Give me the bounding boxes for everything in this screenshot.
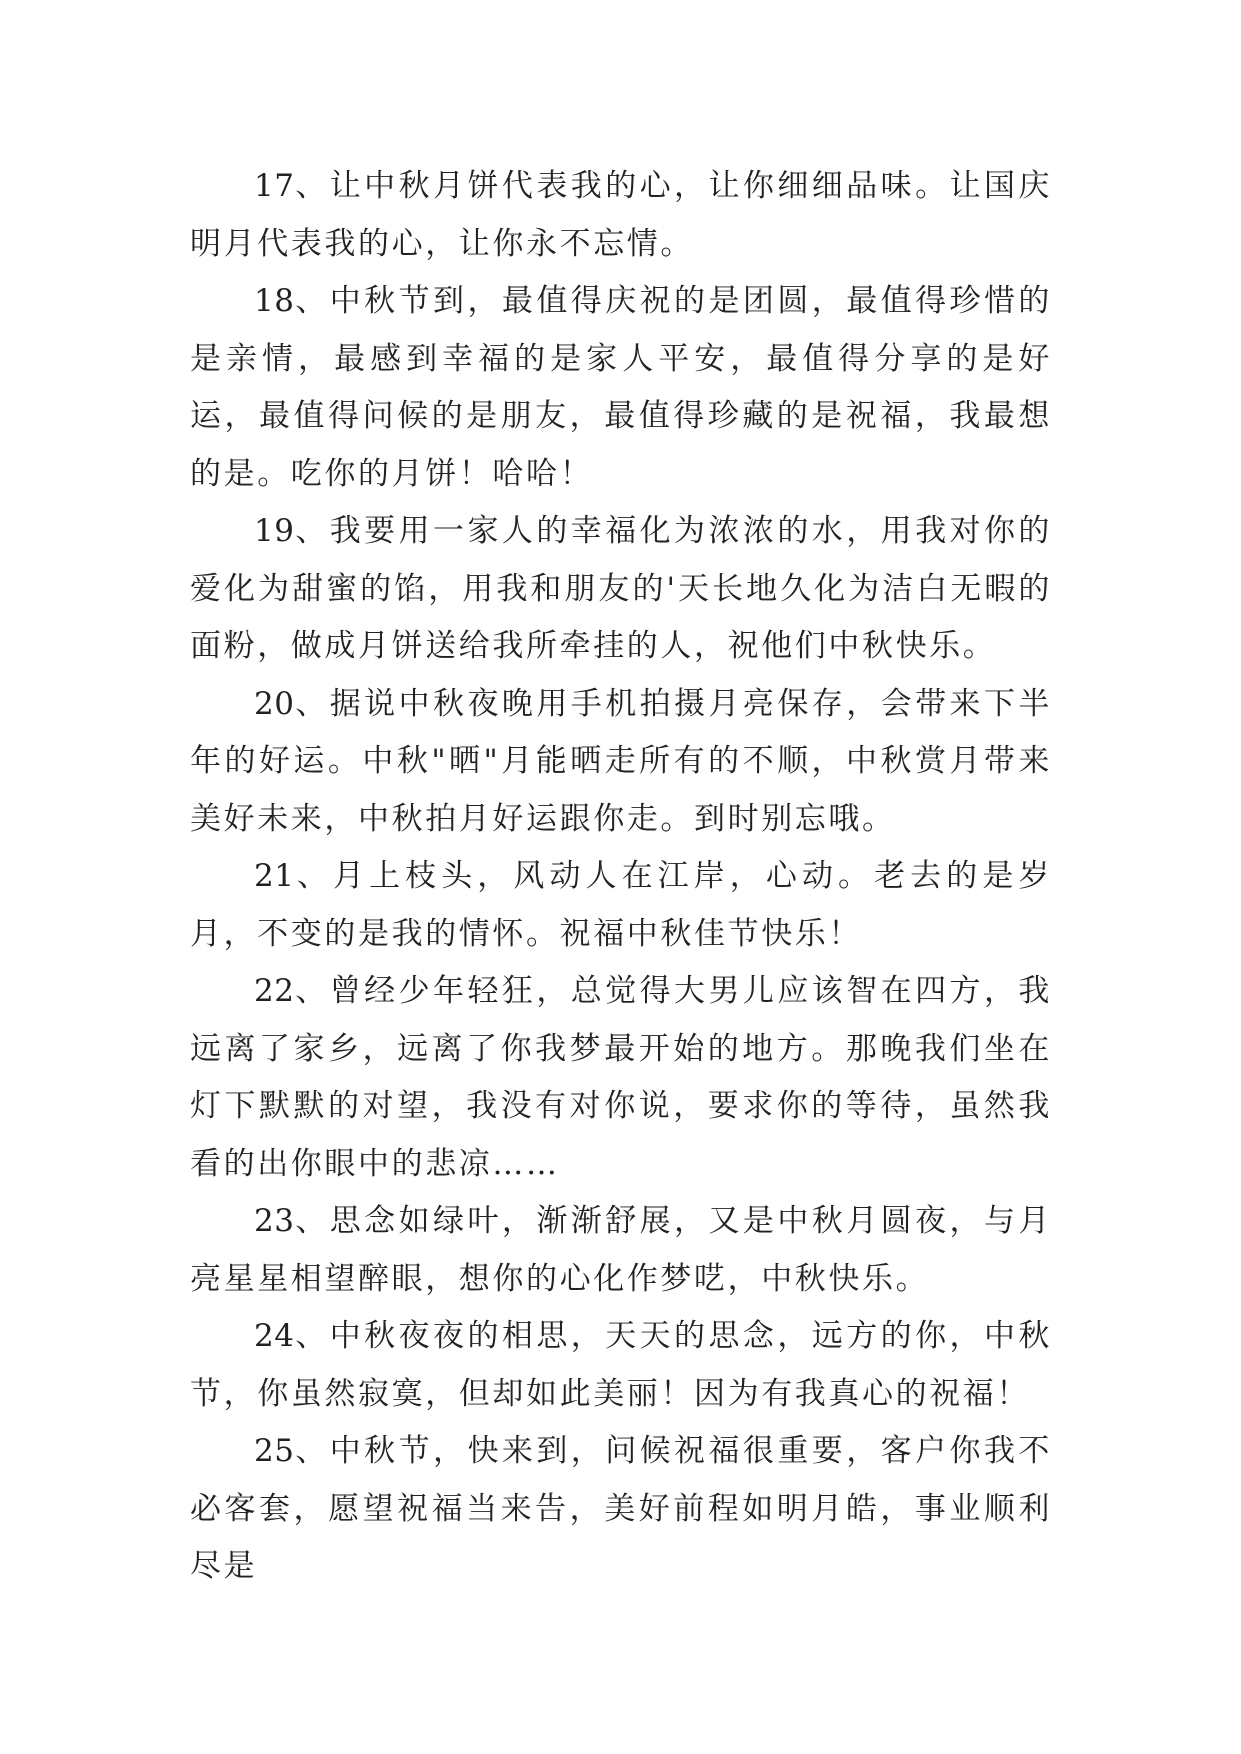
paragraph-number: 24 [254,1318,295,1354]
paragraph-17 [190,158,1052,273]
paragraph-24 [190,1308,1052,1423]
paragraph-text: 、思念如绿叶，渐渐舒展，又是中秋月圆夜，与月亮星星相望醉眼，想你的心化作梦呓，中秋快乐。 [190,1203,1052,1297]
paragraph-number: 17 [254,168,295,204]
paragraph-25 [190,1423,1052,1596]
paragraph-text: 、我要用一家人的幸福化为浓浓的水，用我对你的爱化为甜蜜的馅，用我和朋友的'天长地久化为洁白无暇的面粉，做成月饼送给我所牵挂的人，祝他们中秋快乐。 [190,513,1052,664]
paragraph-20 [190,676,1052,849]
document-body [190,158,1052,1596]
paragraph-number: 21 [254,858,295,894]
paragraph-18 [190,273,1052,503]
paragraph-text: 、中秋节到，最值得庆祝的是团圆，最值得珍惜的是亲情，最感到幸福的是家人平安，最值得分享的是好运，最值得问候的是朋友，最值得珍藏的是祝福，我最想的是。吃你的月饼！哈哈！ [190,283,1052,492]
paragraph-text: 、据说中秋夜晚用手机拍摄月亮保存，会带来下半年的好运。中秋"晒"月能晒走所有的不顺，中秋赏月带来美好未来，中秋拍月好运跟你走。到时别忘哦。 [190,685,1052,837]
paragraph-22 [190,963,1052,1193]
paragraph-text: 、月上枝头，风动人在江岸，心动。老去的是岁月，不变的是我的情怀。祝福中秋佳节快乐！ [190,858,1052,952]
paragraph-19 [190,503,1052,676]
paragraph-text: 、曾经少年轻狂，总觉得大男儿应该智在四方，我远离了家乡，远离了你我梦最开始的地方。那晚我们坐在灯下默默的对望，我没有对你说，要求你的等待，虽然我看的出你眼中的悲凉…… [190,973,1052,1182]
paragraph-number: 18 [254,283,295,319]
paragraph-number: 22 [254,973,295,1009]
paragraph-number: 20 [254,685,295,722]
paragraph-number: 19 [254,513,295,549]
paragraph-text: 、中秋夜夜的相思，天天的思念，远方的你，中秋节，你虽然寂寞，但却如此美丽！因为有我真心的祝福！ [190,1318,1052,1412]
paragraph-text: 、中秋节，快来到，问候祝福很重要，客户你我不必客套，愿望祝福当来告，美好前程如明月皓，事业顺利尽是 [190,1433,1052,1584]
paragraph-number: 25 [254,1433,295,1469]
paragraph-23 [190,1193,1052,1308]
paragraph-21 [190,848,1052,963]
paragraph-text: 、让中秋月饼代表我的心，让你细细品味。让国庆明月代表我的心，让你永不忘情。 [190,168,1052,262]
paragraph-number: 23 [254,1203,295,1239]
